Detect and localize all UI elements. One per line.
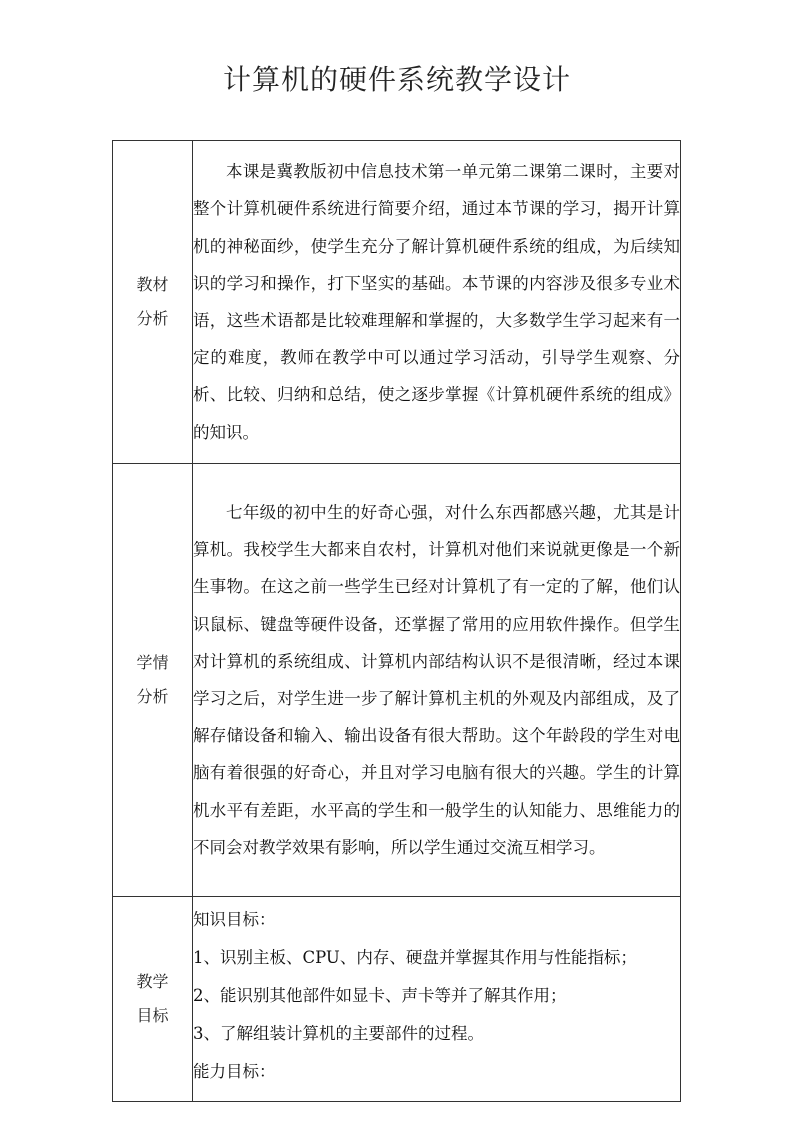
goal-line-ability-heading: 能力目标： <box>193 1062 276 1081</box>
goal-line-3: 3、了解组装计算机的主要部件的过程。 <box>193 1024 484 1043</box>
table-row-teaching-goals <box>113 897 681 1102</box>
goals-label-line1: 教学 <box>136 972 169 991</box>
materials-analysis-content <box>193 141 681 464</box>
materials-analysis-label <box>113 141 193 464</box>
goals-label-line2: 目标 <box>136 1006 169 1025</box>
table-row-materials-analysis <box>113 141 681 464</box>
lesson-plan-table <box>112 140 681 1102</box>
teaching-goals-label <box>113 897 193 1102</box>
students-label-line2: 分析 <box>136 687 169 706</box>
materials-label-line2: 分析 <box>136 309 169 328</box>
student-analysis-label <box>113 464 193 897</box>
goal-line-1: 1、识别主板、CPU、内存、硬盘并掌握其作用与性能指标； <box>193 948 637 967</box>
teaching-goals-content <box>193 897 681 1102</box>
materials-label-line1: 教材 <box>136 275 169 294</box>
table-row-student-analysis <box>113 464 681 897</box>
goal-line-knowledge-heading: 知识目标： <box>193 910 276 929</box>
student-analysis-content <box>193 464 681 897</box>
goal-line-2: 2、能识别其他部件如显卡、声卡等并了解其作用； <box>193 986 567 1005</box>
materials-analysis-text: 本课是冀教版初中信息技术第一单元第二课第二课时，主要对整个计算机硬件系统进行简要介绍，通过本节课的学习，揭开计算机的神秘面纱，使学生充分了解计算机硬件系统的组成，为后续知识的学习和操作，打下坚实的基础。本节课的内容涉及很多专业术语，这些术语都是比较难理解和掌握的，大多数学生学习起来有一定的难度，教师在教学中可以通过学习活动，引导学生观察、分析、比较、归纳和总结，使之逐步掌握《计算机硬件系统的组成》的知识。 <box>193 162 680 442</box>
student-analysis-text: 七年级的初中生的好奇心强，对什么东西都感兴趣，尤其是计算机。我校学生大都来自农村，计算机对他们来说就更像是一个新生事物。在这之前一些学生已经对计算机了有一定的了解，他们认识鼠标、键盘等硬件设备，还掌握了常用的应用软件操作。但学生对计算机的系统组成、计算机内部结构认识不是很清晰，经过本课学习之后，对学生进一步了解计算机主机的外观及内部组成，及了解存储设备和输入、输出设备有很大帮助。这个年龄段的学生对电脑有着很强的好奇心，并且对学习电脑有很大的兴趣。学生的计算机水平有差距，水平高的学生和一般学生的认知能力、思维能力的不同会对教学效果有影响，所以学生通过交流互相学习。 <box>193 502 680 857</box>
page-title: 计算机的硬件系统教学设计 <box>222 63 571 96</box>
students-label-line1: 学情 <box>136 653 169 672</box>
